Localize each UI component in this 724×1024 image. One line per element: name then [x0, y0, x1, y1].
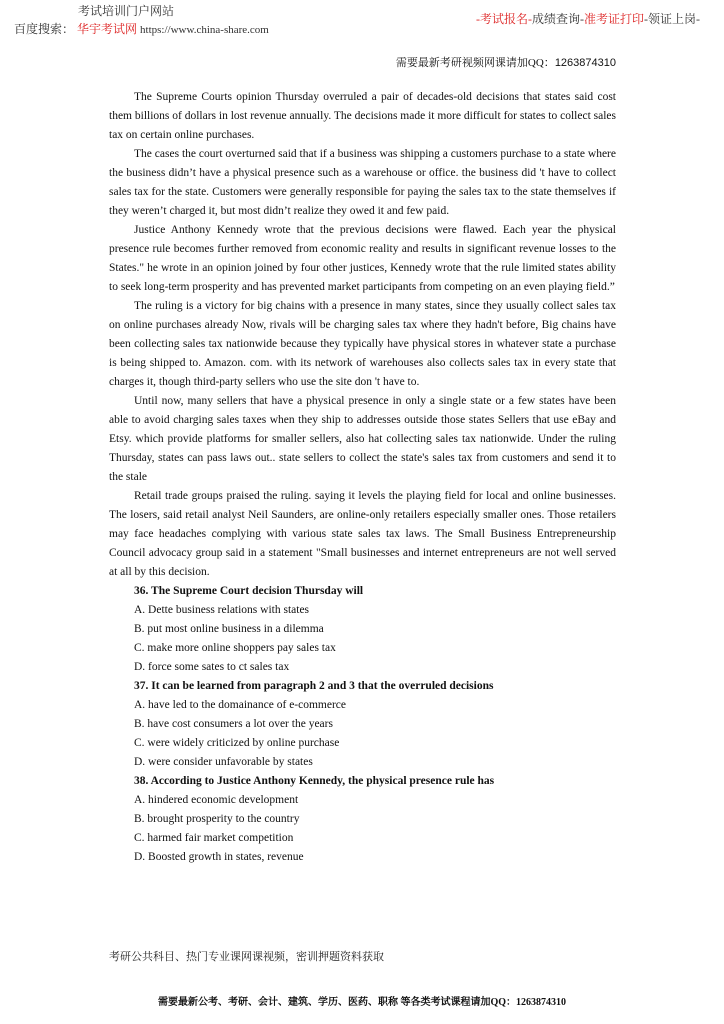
- question-37-option-d: D. were consider unfavorable by states: [134, 756, 313, 768]
- passage-paragraph: Justice Anthony Kennedy wrote that the previous decisions were flawed. Each year the physical presence rule becomes further removed from economic reality and results in significant revenue losses to the States." he wrote in an opinion joined by four other justices, Kennedy wrote that the rule limited states ability to seek long-term prosperity and has prevented market participants from competing on an even playing field.”: [109, 224, 616, 293]
- search-label: 百度搜索：: [14, 22, 75, 36]
- passage-paragraph: The cases the court overturned said that if a business was shipping a customers purchase to a state where the business didn’t have a physical presence such as a warehouse or office. the business did 't have to collect sales tax for the state. Customers were generally responsible for paying the sales tax to the state themselves if they weren’t charged it, but most didn’t realize they owed it and few paid.: [109, 148, 616, 217]
- link-admission-ticket[interactable]: 准考证打印: [583, 12, 644, 26]
- passage-paragraph: The ruling is a victory for big chains with a presence in many states, since they usually collect sales tax on online purchases already Now, rivals will be charging sales tax where they hadn't before, Big chains have been collecting sales tax nationwide because they typically have physical stores in whatever state a purchase is being shipped to. Amazon. com. with its network of warehouses also collects sales tax in every state that charges it, though third-party sellers who use the site don 't have to.: [109, 300, 616, 388]
- qq-number: 1263874310: [554, 57, 616, 69]
- header-links: [476, 10, 700, 27]
- search-url[interactable]: https://www.china-share.com: [140, 24, 269, 36]
- link-certificate[interactable]: -领证上岗-: [644, 12, 700, 26]
- qq-contact: [396, 54, 616, 70]
- question-36-stem: 36. The Supreme Court decision Thursday will: [134, 585, 364, 597]
- question-37-option-a: A. have led to the domainance of e-commerce: [134, 699, 347, 711]
- search-brand[interactable]: 华宇考试网: [77, 22, 138, 36]
- question-38-option-d: D. Boosted growth in states, revenue: [134, 851, 304, 863]
- question-37-stem: 37. It can be learned from paragraph 2 and 3 that the overruled decisions: [134, 680, 494, 692]
- question-37-option-b: B. have cost consumers a lot over the years: [134, 718, 333, 730]
- search-line: [14, 20, 269, 37]
- question-38-option-c: C. harmed fair market competition: [134, 832, 294, 844]
- question-38-option-b: B. brought prosperity to the country: [134, 813, 300, 825]
- footer-note: 考研公共科目、热门专业课网课视频，密训押题资料获取: [109, 951, 384, 963]
- passage-paragraph: Until now, many sellers that have a physical presence in only a single state or a few states have been able to avoid charging sales taxes when they ship to addresses outside those states Sellers that use eBay and Etsy. which provide platforms for smaller sellers, also hat collecting sales tax nationwide. Under the ruling Thursday, states can pass laws out.. state sellers to collect the state's sales tax from customers and send it to the stale: [109, 395, 616, 483]
- question-37-option-c: C. were widely criticized by online purchase: [134, 737, 340, 749]
- question-38-stem: 38. According to Justice Anthony Kennedy, the physical presence rule has: [134, 775, 495, 787]
- link-score-query[interactable]: 成绩查询-: [531, 12, 584, 26]
- question-36-option-a: A. Dette business relations with states: [134, 604, 310, 616]
- passage-paragraph: Retail trade groups praised the ruling. saying it levels the playing field for local and online businesses. The losers, said retail analyst Neil Saunders, are online-only retailers especially smaller ones. Those retailers may face headaches complying with various state sales tax laws. The Small Business Entrepreneurship Council advocacy group said in a statement "Small businesses and internet entrepreneurs are not well served at all by this decision.: [109, 490, 616, 578]
- exam-content: [109, 88, 616, 867]
- passage-paragraph: The Supreme Courts opinion Thursday overruled a pair of decades-old decisions that states said cost them billions of dollars in lost revenue annually. The decisions made it more difficult for states to collect sales tax on certain online purchases.: [109, 91, 616, 141]
- footer-contact: [0, 993, 724, 1008]
- link-exam-registration[interactable]: -考试报名-: [475, 12, 532, 26]
- site-title: 考试培训门户网站: [78, 4, 175, 18]
- question-38-option-a: A. hindered economic development: [134, 794, 299, 806]
- question-36-option-b: B. put most online business in a dilemma: [134, 623, 324, 635]
- footer-qq-number: 1263874310: [516, 997, 567, 1008]
- question-36-option-c: C. make more online shoppers pay sales tax: [134, 642, 336, 654]
- footer-contact-label: 需要最新公考、考研、会计、建筑、学历、医药、职称 等各类考试课程请加QQ：: [157, 997, 517, 1008]
- question-36-option-d: D. force some sates to ct sales tax: [134, 661, 290, 673]
- qq-label: 需要最新考研视频网课请加QQ：: [395, 57, 555, 69]
